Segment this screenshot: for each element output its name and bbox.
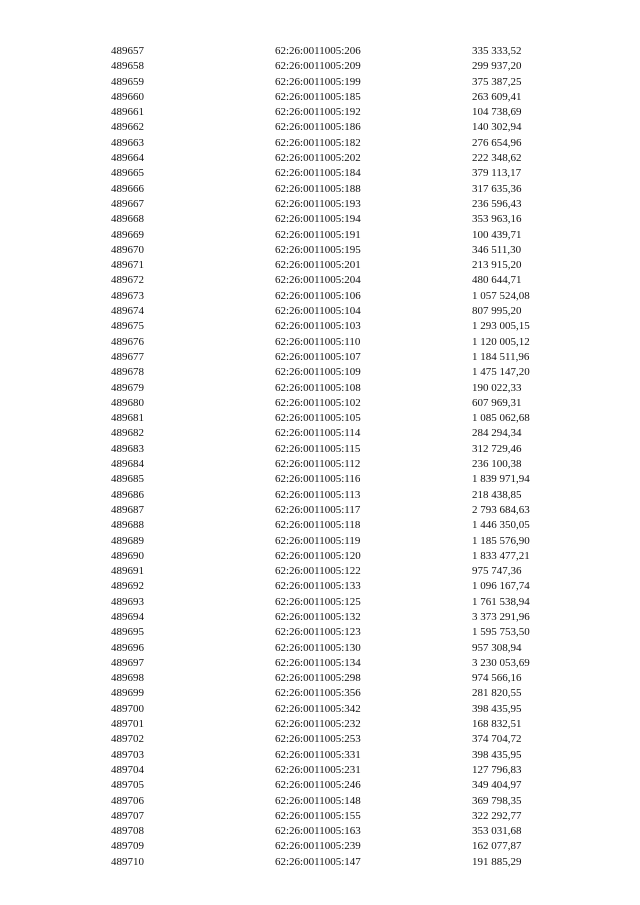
record-number-cell: 489706 [111,794,144,807]
table-row [0,717,640,732]
cadastral-number-cell: 62:26:0011005:116 [275,473,361,486]
cadastral-value-cell: 3 373 291,96 [472,610,530,623]
table-row [0,809,640,824]
record-number-cell: 489658 [111,60,144,73]
record-number-cell: 489668 [111,213,144,226]
cadastral-value-cell: 168 832,51 [472,718,522,731]
record-number-cell: 489678 [111,366,144,379]
record-number-cell: 489705 [111,779,144,792]
cadastral-number-cell: 62:26:0011005:132 [275,610,361,623]
cadastral-value-cell: 1 833 477,21 [472,549,530,562]
record-number-cell: 489674 [111,305,144,318]
cadastral-number-cell: 62:26:0011005:182 [275,136,361,149]
cadastral-value-cell: 480 644,71 [472,274,522,287]
table-row [0,855,640,870]
table-row [0,442,640,457]
cadastral-number-cell: 62:26:0011005:298 [275,672,361,685]
cadastral-value-cell: 1 595 753,50 [472,626,530,639]
table-row [0,335,640,350]
cadastral-value-cell: 974 566,16 [472,672,522,685]
cadastral-value-cell: 2 793 684,63 [472,503,530,516]
record-number-cell: 489681 [111,412,144,425]
table-row [0,778,640,793]
cadastral-value-cell: 3 230 053,69 [472,656,530,669]
cadastral-number-cell: 62:26:0011005:199 [275,75,361,88]
record-number-cell: 489685 [111,473,144,486]
record-number-cell: 489673 [111,289,144,302]
record-number-cell: 489665 [111,167,144,180]
record-number-cell: 489709 [111,840,144,853]
cadastral-number-cell: 62:26:0011005:108 [275,381,361,394]
cadastral-number-cell: 62:26:0011005:133 [275,580,361,593]
cadastral-value-cell: 127 796,83 [472,763,522,776]
table-row [0,90,640,105]
record-number-cell: 489664 [111,152,144,165]
cadastral-number-cell: 62:26:0011005:246 [275,779,361,792]
cadastral-number-cell: 62:26:0011005:105 [275,412,361,425]
cadastral-value-cell: 1 761 538,94 [472,595,530,608]
table-row [0,794,640,809]
record-number-cell: 489669 [111,228,144,241]
cadastral-number-cell: 62:26:0011005:155 [275,809,361,822]
record-number-cell: 489679 [111,381,144,394]
table-row [0,258,640,273]
table-row [0,686,640,701]
cadastral-number-cell: 62:26:0011005:125 [275,595,361,608]
cadastral-number-cell: 62:26:0011005:206 [275,45,361,57]
cadastral-number-cell: 62:26:0011005:188 [275,182,361,195]
table-row [0,488,640,503]
cadastral-value-cell: 349 404,97 [472,779,522,792]
cadastral-value-cell: 1 185 576,90 [472,534,530,547]
record-number-cell: 489704 [111,763,144,776]
cadastral-value-cell: 1 293 005,15 [472,320,530,333]
record-number-cell: 489683 [111,442,144,455]
cadastral-value-cell: 375 387,25 [472,75,522,88]
cadastral-number-cell: 62:26:0011005:184 [275,167,361,180]
cadastral-number-cell: 62:26:0011005:185 [275,90,361,103]
cadastral-value-cell: 369 798,35 [472,794,522,807]
table-row [0,763,640,778]
cadastral-number-cell: 62:26:0011005:110 [275,335,361,348]
cadastral-number-cell: 62:26:0011005:122 [275,565,361,578]
cadastral-value-cell: 374 704,72 [472,733,522,746]
record-number-cell: 489691 [111,565,144,578]
record-number-cell: 489697 [111,656,144,669]
table-row [0,273,640,288]
table-row [0,212,640,227]
cadastral-number-cell: 62:26:0011005:106 [275,289,361,302]
cadastral-value-cell: 346 511,30 [472,243,522,256]
cadastral-value-cell: 100 439,71 [472,228,522,241]
cadastral-value-cell: 213 915,20 [472,259,522,272]
table-row [0,748,640,763]
record-number-cell: 489689 [111,534,144,547]
table-row [0,182,640,197]
table-row [0,839,640,854]
record-number-cell: 489666 [111,182,144,195]
table-row [0,472,640,487]
table-row [0,457,640,472]
table-row [0,824,640,839]
cadastral-number-cell: 62:26:0011005:118 [275,519,361,532]
table-row [0,197,640,212]
cadastral-value-cell: 236 596,43 [472,197,522,210]
table-row [0,625,640,640]
record-number-cell: 489698 [111,672,144,685]
table-row [0,304,640,319]
data-table [0,44,640,870]
record-number-cell: 489687 [111,503,144,516]
cadastral-number-cell: 62:26:0011005:209 [275,60,361,73]
cadastral-value-cell: 190 022,33 [472,381,522,394]
record-number-cell: 489671 [111,259,144,272]
cadastral-number-cell: 62:26:0011005:123 [275,626,361,639]
table-row [0,671,640,686]
cadastral-value-cell: 236 100,38 [472,458,522,471]
record-number-cell: 489676 [111,335,144,348]
record-number-cell: 489675 [111,320,144,333]
cadastral-number-cell: 62:26:0011005:186 [275,121,361,134]
cadastral-value-cell: 1 184 511,96 [472,350,530,363]
table-row [0,503,640,518]
record-number-cell: 489696 [111,641,144,654]
cadastral-value-cell: 975 747,36 [472,565,522,578]
table-row [0,59,640,74]
cadastral-value-cell: 276 654,96 [472,136,522,149]
table-row [0,136,640,151]
cadastral-number-cell: 62:26:0011005:191 [275,228,361,241]
cadastral-value-cell: 263 609,41 [472,90,522,103]
table-row [0,656,640,671]
cadastral-number-cell: 62:26:0011005:253 [275,733,361,746]
cadastral-number-cell: 62:26:0011005:231 [275,763,361,776]
cadastral-value-cell: 1 096 167,74 [472,580,530,593]
cadastral-number-cell: 62:26:0011005:331 [275,748,361,761]
cadastral-value-cell: 807 995,20 [472,305,522,318]
cadastral-number-cell: 62:26:0011005:195 [275,243,361,256]
cadastral-value-cell: 284 294,34 [472,427,522,440]
cadastral-number-cell: 62:26:0011005:232 [275,718,361,731]
cadastral-value-cell: 222 348,62 [472,152,522,165]
cadastral-number-cell: 62:26:0011005:119 [275,534,361,547]
table-row [0,396,640,411]
cadastral-number-cell: 62:26:0011005:103 [275,320,361,333]
cadastral-number-cell: 62:26:0011005:202 [275,152,361,165]
cadastral-number-cell: 62:26:0011005:163 [275,825,361,838]
record-number-cell: 489703 [111,748,144,761]
cadastral-value-cell: 312 729,46 [472,442,522,455]
cadastral-value-cell: 191 885,29 [472,855,522,868]
cadastral-number-cell: 62:26:0011005:109 [275,366,361,379]
cadastral-value-cell: 140 302,94 [472,121,522,134]
record-number-cell: 489682 [111,427,144,440]
table-row [0,120,640,135]
record-number-cell: 489670 [111,243,144,256]
record-number-cell: 489657 [111,45,144,57]
cadastral-number-cell: 62:26:0011005:113 [275,488,361,501]
record-number-cell: 489688 [111,519,144,532]
cadastral-number-cell: 62:26:0011005:117 [275,503,361,516]
table-row [0,381,640,396]
record-number-cell: 489693 [111,595,144,608]
cadastral-number-cell: 62:26:0011005:148 [275,794,361,807]
cadastral-value-cell: 335 333,52 [472,45,522,57]
table-row [0,243,640,258]
table-row [0,350,640,365]
record-number-cell: 489710 [111,855,144,868]
table-row [0,518,640,533]
table-row [0,579,640,594]
cadastral-value-cell: 299 937,20 [472,60,522,73]
cadastral-value-cell: 104 738,69 [472,106,522,119]
cadastral-number-cell: 62:26:0011005:239 [275,840,361,853]
cadastral-value-cell: 162 077,87 [472,840,522,853]
cadastral-number-cell: 62:26:0011005:204 [275,274,361,287]
cadastral-number-cell: 62:26:0011005:147 [275,855,361,868]
cadastral-number-cell: 62:26:0011005:115 [275,442,361,455]
record-number-cell: 489694 [111,610,144,623]
table-row [0,702,640,717]
record-number-cell: 489700 [111,702,144,715]
cadastral-value-cell: 1 839 971,94 [472,473,530,486]
table-row [0,75,640,90]
cadastral-value-cell: 322 292,77 [472,809,522,822]
cadastral-number-cell: 62:26:0011005:201 [275,259,361,272]
cadastral-number-cell: 62:26:0011005:356 [275,687,361,700]
record-number-cell: 489677 [111,350,144,363]
record-number-cell: 489660 [111,90,144,103]
cadastral-value-cell: 1 085 062,68 [472,412,530,425]
cadastral-value-cell: 1 446 350,05 [472,519,530,532]
record-number-cell: 489702 [111,733,144,746]
cadastral-number-cell: 62:26:0011005:102 [275,396,361,409]
table-row [0,365,640,380]
cadastral-value-cell: 1 120 005,12 [472,335,530,348]
table-row [0,595,640,610]
cadastral-number-cell: 62:26:0011005:104 [275,305,361,318]
table-row [0,105,640,120]
record-number-cell: 489708 [111,825,144,838]
record-number-cell: 489695 [111,626,144,639]
cadastral-value-cell: 398 435,95 [472,748,522,761]
cadastral-number-cell: 62:26:0011005:342 [275,702,361,715]
record-number-cell: 489707 [111,809,144,822]
cadastral-number-cell: 62:26:0011005:130 [275,641,361,654]
table-row [0,151,640,166]
cadastral-number-cell: 62:26:0011005:107 [275,350,361,363]
record-number-cell: 489667 [111,197,144,210]
cadastral-value-cell: 1 475 147,20 [472,366,530,379]
record-number-cell: 489686 [111,488,144,501]
cadastral-number-cell: 62:26:0011005:194 [275,213,361,226]
cadastral-number-cell: 62:26:0011005:193 [275,197,361,210]
table-row [0,319,640,334]
record-number-cell: 489692 [111,580,144,593]
table-row [0,411,640,426]
cadastral-value-cell: 281 820,55 [472,687,522,700]
cadastral-value-cell: 607 969,31 [472,396,522,409]
cadastral-value-cell: 1 057 524,08 [472,289,530,302]
record-number-cell: 489690 [111,549,144,562]
cadastral-number-cell: 62:26:0011005:192 [275,106,361,119]
record-number-cell: 489661 [111,106,144,119]
record-number-cell: 489701 [111,718,144,731]
record-number-cell: 489662 [111,121,144,134]
record-number-cell: 489663 [111,136,144,149]
table-row [0,289,640,304]
table-row [0,641,640,656]
table-row [0,426,640,441]
cadastral-value-cell: 317 635,36 [472,182,522,195]
cadastral-value-cell: 957 308,94 [472,641,522,654]
record-number-cell: 489680 [111,396,144,409]
table-row [0,564,640,579]
record-number-cell: 489672 [111,274,144,287]
table-row [0,549,640,564]
cadastral-number-cell: 62:26:0011005:114 [275,427,361,440]
cadastral-number-cell: 62:26:0011005:120 [275,549,361,562]
cadastral-value-cell: 379 113,17 [472,167,522,180]
cadastral-value-cell: 398 435,95 [472,702,522,715]
record-number-cell: 489659 [111,75,144,88]
cadastral-value-cell: 218 438,85 [472,488,522,501]
table-row [0,44,640,59]
table-row [0,610,640,625]
table-row [0,732,640,747]
cadastral-value-cell: 353 031,68 [472,825,522,838]
cadastral-number-cell: 62:26:0011005:112 [275,458,361,471]
table-row [0,534,640,549]
cadastral-value-cell: 353 963,16 [472,213,522,226]
table-row [0,228,640,243]
cadastral-number-cell: 62:26:0011005:134 [275,656,361,669]
table-row [0,166,640,181]
record-number-cell: 489699 [111,687,144,700]
record-number-cell: 489684 [111,458,144,471]
